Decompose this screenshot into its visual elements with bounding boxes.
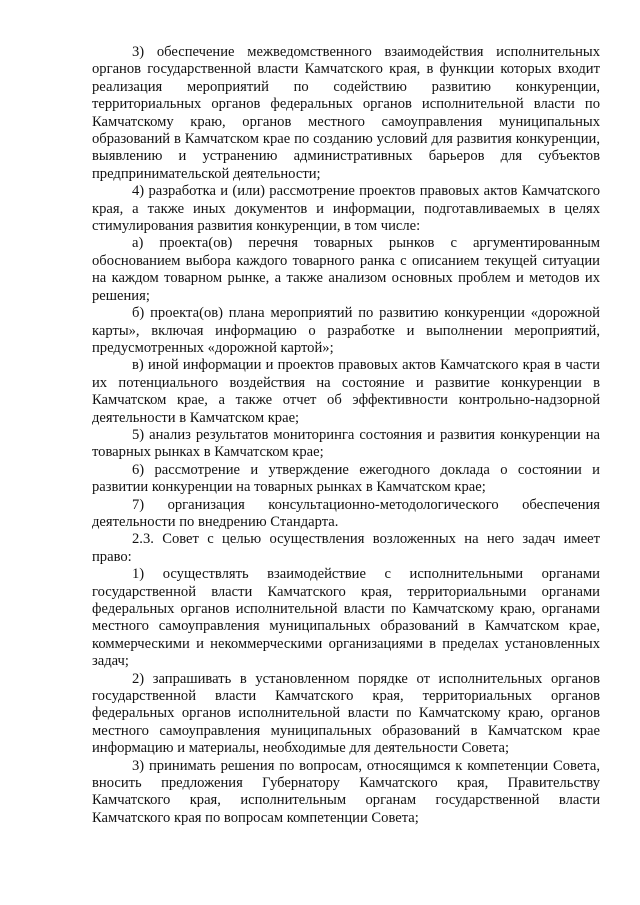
- paragraph-subitem-a-market-list: а) проекта(ов) перечня товарных рынков с аргументированным обоснованием выбора каждого товарного ранка с описанием текущей ситуации на каждом товарном рынке, а также анализом основных проблем и методов их решения;: [92, 235, 600, 304]
- paragraph-subitem-b-roadmap: б) проекта(ов) плана мероприятий по развитию конкуренции «дорожной карты», включая информацию о разработке и выполнении мероприятий, предусмотренных «дорожной картой»;: [92, 305, 600, 356]
- paragraph-item-6-annual-report: 6) рассмотрение и утверждение ежегодного доклада о состоянии и развитии конкуренции на товарных рынках в Камчатском крае;: [92, 461, 600, 496]
- paragraph-subitem-v-other-info: в) иной информации и проектов правовых актов Камчатского края в части их потенциального воздействия на состояние и развитие конкуренции в Камчатском крае, а также отчет об эффективности контрольно-надзорной деятельности в Камчатском крае;: [92, 357, 600, 426]
- document-page: [92, 44, 600, 827]
- paragraph-item-7-consulting: 7) организация консультационно-методологического обеспечения деятельности по внедрению Стандарта.: [92, 496, 600, 530]
- paragraph-item-5-monitoring: 5) анализ результатов мониторинга состояния и развития конкуренции на товарных рынках в Камчатском крае;: [92, 426, 600, 461]
- paragraph-right-2-request: 2) запрашивать в установленном порядке от исполнительных органов государственной власти Камчатского края, территориальных органов федеральных органов исполнительной власти по Камчатскому краю, органов местного самоуправления муниципальных образований в Камчатском крае информацию и материалы, необходимые для деятельности Совета;: [92, 670, 600, 757]
- paragraph-item-3-interaction: 3) обеспечение межведомственного взаимодействия исполнительных органов государственной власти Камчатского края, в функции которых входит реализация мероприятий по содействию развитию конкуренции, территориальных органов федеральных органов исполнительной власти по Камчатскому краю, органов местного самоуправления муниципальных образований в Камчатском крае по созданию условий для развития конкуренции, выявлению и устранению административных барьеров для субъектов предпринимательской деятельности;: [92, 44, 600, 182]
- paragraph-item-4-legal-acts: 4) разработка и (или) рассмотрение проектов правовых актов Камчатского края, а также иных документов и информации, подготавливаемых в целях стимулирования развития конкуренции, в том числе:: [92, 183, 600, 235]
- paragraph-right-3-decide: 3) принимать решения по вопросам, относящимся к компетенции Совета, вносить предложения Губернатору Камчатского края, Правительству Камчатского края, исполнительным органам государственной власти Камчатского края по вопросам компетенции Совета;: [92, 757, 600, 826]
- paragraph-right-1-cooperate: 1) осуществлять взаимодействие с исполнительными органами государственной власти Камчатского края, территориальными органами федеральных органов исполнительной власти по Камчатскому краю, органами местного самоуправления муниципальных образований в Камчатском крае, коммерческими и некоммерческими организациями в пределах установленных задач;: [92, 566, 600, 670]
- paragraph-section-2-3-rights: 2.3. Совет с целью осуществления возложенных на него задач имеет право:: [92, 531, 600, 565]
